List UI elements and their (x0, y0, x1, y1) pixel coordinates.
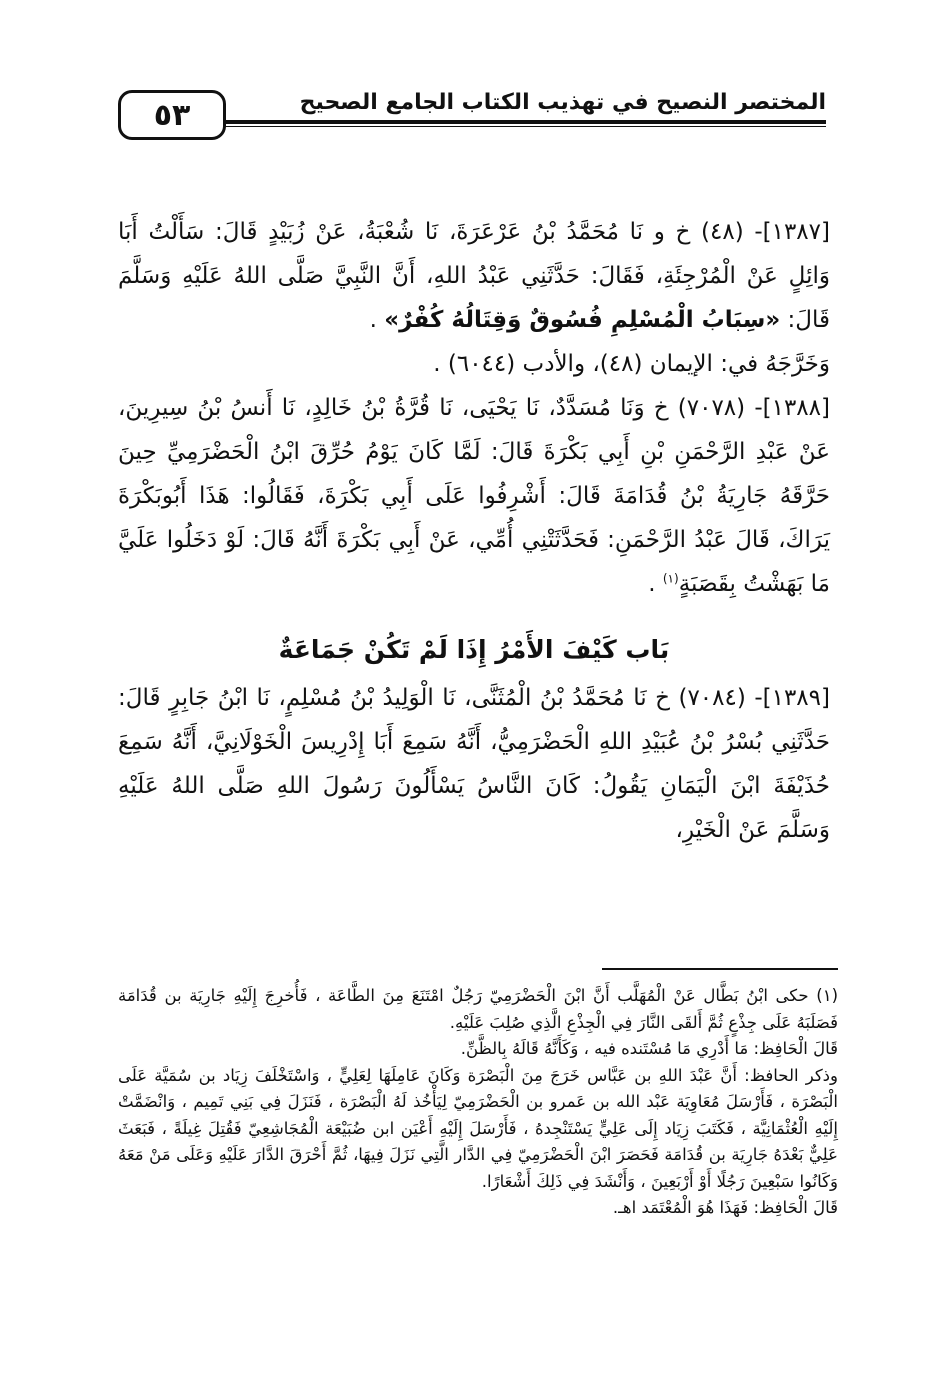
footnote-1-para-2: قَالَ الْحَافِظ: مَا أَدْرِي مَا مُسْتَنده فيه ، وَكَأَنَّهُ قَالَهُ بِالظَّنِّ. (460, 1039, 838, 1058)
footnote-separator (602, 968, 838, 970)
footnote-1-para-4: قَالَ الْحَافِظ: فَهَذَا هُوَ الْمُعْتَمَد اهـ. (612, 1198, 838, 1217)
hadith-1387-end: . (369, 307, 385, 333)
page-header (118, 90, 826, 144)
hadith-1387-text: [١٣٨٧]- (٤٨) خ و نَا مُحَمَّدُ بْنُ عَرْعَرَةَ، نَا شُعْبَةُ، عَنْ زُبَيْدٍ قَالَ: سَأَلْتُ أَبَا وَائِلٍ عَنْ الْمُرْجِئَةِ، فَقَالَ: حَدَّثَنِي عَبْدُ اللهِ، أَنَّ النَّبِيَّ صَلَّى اللهُ عَلَيْهِ وَسَلَّمَ قَالَ: (118, 219, 830, 333)
header-rule (226, 120, 826, 127)
page-number: ٥٣ (118, 90, 226, 140)
footnote-1-para-3: وذكر الحافظ: أَنَّ عَبْدَ اللهِ بن عَبَّاس خَرَجَ مِنَ الْبَصْرَة وَكَانَ عَامِلَهَا لِعَلِيٍّ ، وَاسْتَخْلَفَ زِيَاد بن سُمَيَّة عَلَى الْبَصْرَة ، فَأَرْسَلَ مُعَاوِيَة عَبْد الله بن عَمرو بن الْحَضْرَمِيّ لِيَأْخُذ لَهُ الْبَصْرَة ، فَنَزَلَ فِي بَنِي تَمِيم ، وَانْضَمَّتْ إِلَيْهِ الْعُثْمَانِيَّة ، فَكَتَبَ زِيَاد إِلَى عَلِيٍّ يَسْتَنْجِدهُ ، فَأَرْسَلَ إِلَيْهِ أَعْيَن ابن ضُبَيْعَة الْمُجَاشِعِيّ فَقُتِلَ غِيلَةً ، فَبَعَثَ عَلِيٌّ بَعْدَهُ جَارِيَة بن قُدَامَة فَحَصَرَ ابْنَ الْحَضْرَمِيّ فِي الدَّار الَّتِي نَزَلَ فِيهَا، ثُمَّ أَحْرَقَ الدَّارَ عَلَيْهِ وَعَلَى مَنْ مَعَهُ وَكَانُوا سَبْعِينَ رَجُلًا أَوْ أَرْبَعِينَ ، وَأَنْشَدَ فِي ذَلِكَ أَشْعَارًا. (118, 1065, 838, 1191)
book-title: المختصر النصيح في تهذيب الكتاب الجامع الصحيح (299, 90, 826, 115)
hadith-1387-quote: «سِبَابُ الْمُسْلِمِ فُسُوقٌ وَقِتَالُهُ كُفْرٌ» (384, 307, 781, 333)
hadith-1389: [١٣٨٩]- (٧٠٨٤) خ نَا مُحَمَّدُ بْنُ الْمُثَنَّى، نَا الْوَلِيدُ بْنُ مُسْلِمٍ، نَا ابْنُ جَابِرٍ قَالَ: حَدَّثَنِي بُسْرُ بْنُ عُبَيْدِ اللهِ الْحَضْرَمِيُّ، أَنَّهُ سَمِعَ أَبَا إِدْرِيسَ الْخَوْلَانِيَّ، أَنَّهُ سَمِعَ حُذَيْفَةَ ابْنَ الْيَمَانِ يَقُولُ: كَانَ النَّاسُ يَسْأَلُونَ رَسُولَ اللهِ صَلَّى اللهُ عَلَيْهِ وَسَلَّمَ عَنْ الْخَيْرِ، (118, 685, 830, 843)
main-text (118, 210, 830, 852)
hadith-1387 (118, 210, 830, 342)
footnotes (118, 983, 838, 1222)
takhrij-1387: وَخَرَّجَهُ في: الإيمان (٤٨)، والأدب (٦٠٤٤) . (433, 351, 830, 377)
hadith-1388 (118, 386, 830, 606)
hadith-1388-end: . (648, 571, 663, 597)
chapter-heading: بَاب كَيْفَ الأَمْرُ إِذَا لَمْ تَكُنْ جَمَاعَةٌ (278, 635, 670, 664)
footnote-reference: (١) (662, 571, 679, 586)
hadith-1388-text: [١٣٨٨]- (٧٠٧٨) خ وَنَا مُسَدَّدٌ، نَا يَحْيَى، نَا قُرَّةُ بْنُ خَالِدٍ، نَا أَنسُ بْنُ سِيرِينَ، عَنْ عَبْدِ الرَّحْمَنِ بْنِ أَبِي بَكْرَةَ قَالَ: لَمَّا كَانَ يَوْمُ حُرِّقَ ابْنُ الْحَضْرَمِيِّ حِينَ حَرَّقَهُ جَارِيَةُ بْنُ قُدَامَةَ قَالَ: أَشْرِفُوا عَلَى أَبِي بَكْرَةَ، فَقَالُوا: هَذَا أَبُوبَكْرَةَ يَرَاكَ، قَالَ عَبْدُ الرَّحْمَنِ: فَحَدَّثَتْنِي أُمِّي، عَنْ أَبِي بَكْرَةَ أَنَّهُ قَالَ: لَوْ دَخَلُوا عَلَيَّ مَا بَهَشْتُ بِقَصَبَةٍ (118, 395, 830, 597)
footnote-1-para-1: (١) حكى ابْنُ بَطَّال عَنْ الْمُهَلَّب أَنَّ ابْنَ الْحَضْرَمِيّ رَجُلٌ امْتَنَعَ مِنَ الطَّاعَة ، فَأُخرِجَ إِلَيْهِ جَارِيَة بن قُدَامَة فَصَلَبَهُ عَلَى جِذْعٍ ثُمَّ أَلقَى النَّارَ فِي الْجِذْعِ الَّذِي صُلِبَ عَلَيْهِ. (118, 986, 838, 1032)
